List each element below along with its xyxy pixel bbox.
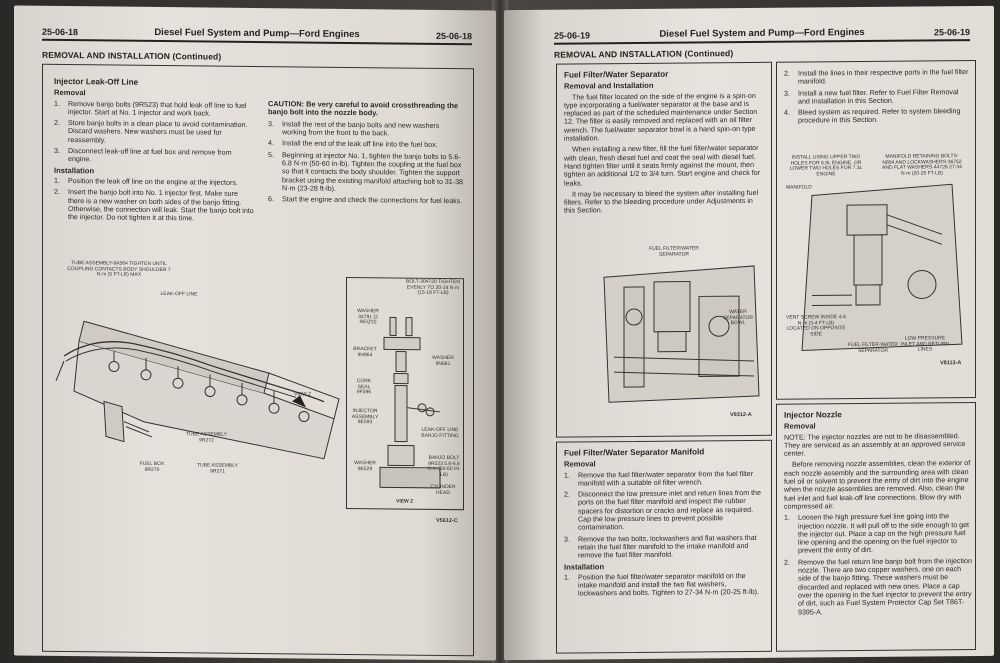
washer-9n661-label: WASHER 9N661 (432, 354, 454, 367)
right-page (504, 6, 994, 660)
tube-9r271-label: TUBE ASSEMBLY 9R271 (196, 462, 239, 475)
list-item: 1. Position the leak off line on the engine at the injectors. (54, 176, 238, 187)
list-item: 1. Position the fuel filter/water separator manifold on the intake manifold and install the two flat washers, lockwashers and bolts. Tighten to 27-34 N·m (20-25 ft-lb). (564, 571, 759, 598)
left-page-header (42, 26, 472, 46)
manifold-label-bolts: MANIFOLD RETAINING BOLTS-N804 AND LOCKWASHERS-36752 AND FLAT WASHERS-44726 27-34 N·m (20-25 FT-LB) (882, 153, 962, 177)
left-section-title: REMOVAL AND INSTALLATION (Continued) (42, 49, 222, 62)
topic-heading: Injector Leak-Off Line (54, 76, 139, 87)
left-column (54, 78, 254, 227)
fuel-filter-illustration (604, 256, 764, 407)
bolt-label: BOLT-304720 TIGHTEN EVENLY TO 20-24 N·m (15-18 FT-LB) (406, 278, 461, 297)
cylinder-head-label: CYLINDER HEAD (430, 483, 456, 496)
list-item: 5. Beginning at injector No. 1, tighten the banjo bolts to 5.6-6.8 N·m (50-60 in-lb). Tighten the coupling at the fuel box so that it contacts the body shoulder. Tighten the support bracket using the existing manifold attaching bolt to 31-38 N·m (23-28 ft-lb). (268, 150, 464, 193)
list-item: 3. Install a new fuel filter. Refer to Fuel Filter Removal and Installation in this Section. (784, 87, 959, 106)
installation-steps-cont (268, 120, 464, 206)
list-item: 2. Disconnect the low pressure inlet and return lines from the ports on the fuel filter manifold and inspect the rubber spacers for distortion or cracks and replace as required. Cap the low pressure lines to prevent possible contamination. (564, 489, 761, 532)
filter-separator-label: FUEL FILTER-WATER SEPARATOR (848, 341, 898, 354)
list-item: 2. Install the lines in their respective ports in the fuel filter manifold. (784, 68, 969, 86)
list-item: 3. Disconnect leak-off line at fuel box and remove from engine. (54, 146, 232, 164)
filter-fig-label-1: FUEL FILTER/WATER SEPARATOR (649, 245, 699, 258)
low-pressure-label: LOW PRESSURE INLET AND RETURN LINES (901, 335, 949, 353)
fuel-box-label: FUEL BOX 9R270 (139, 460, 165, 473)
removal-steps (54, 99, 254, 165)
nozzle-heading: Injector Nozzle (784, 410, 842, 420)
view-z-caption: VIEW Z (396, 498, 414, 505)
leakoff-line-illustration (54, 281, 354, 484)
manifold-install-steps (784, 68, 970, 128)
right-page-title: Diesel Fuel System and Pump—Ford Engines (659, 26, 865, 40)
list-item: 3. Install the rest of the banjo bolts and new washers working from the front to the back. (268, 119, 440, 138)
nozzle-removal-heading: Removal (784, 421, 816, 431)
list-item: 1. Loosen the high pressure fuel line going into the injection nozzle. It will pull off to the side enough to get the injector out. Place a cap on the high pressure fuel line opening and the opening on the fuel injector to prevent the entry of dirt. (784, 512, 970, 556)
left-page-number-left: 25-06-18 (42, 26, 79, 38)
list-item: 4. Bleed system as required. Refer to system bleeding procedure in this Section. (784, 107, 961, 126)
installation-heading: Installation (54, 165, 95, 175)
right-page-header (554, 26, 970, 45)
nozzle-note: NOTE: The injector nozzles are not to be disassembled. They are serviced as an assembly at an approved service center. (784, 431, 966, 458)
list-item: 1. Remove the fuel filter/water separator from the fuel filter manifold with a suitable oil filter wrench. (564, 469, 754, 488)
filter-fig-label-2: WATER SEPARATOR BOWL (722, 309, 753, 327)
caution-note: CAUTION: Be very careful to avoid crossthreading the banjo bolt into the nozzle body. (268, 99, 459, 118)
list-item: 6. Start the engine and check the connections for fuel leaks. (268, 195, 463, 206)
tube-assembly-label: TUBE ASSEMBLY-9A564 TIGHTEN UNTIL COUPLING CONTACTS BODY SHOULDER 7 N·m (5 FT-LB) MAX (67, 260, 171, 278)
fuel-filter-heading: Fuel Filter/Water Separator (564, 69, 669, 80)
leakoff-banjo-label: LEAK-OFF LINE BANJO FITTING (421, 426, 459, 439)
leakoff-line-label: LEAK-OFF LINE (160, 291, 198, 298)
fuel-filter-paragraph-3: It may be necessary to bleed the system after installing fuel filters. Refer to the bleeding procedure under Adjustments in this Section. (564, 188, 759, 216)
removal-heading: Removal (54, 88, 86, 98)
bracket-label: BRACKET 9N964 (353, 346, 377, 358)
manifold-heading: Fuel Filter/Water Separator Manifold (564, 447, 705, 458)
list-item: 2. Insert the banjo bolt into No. 1 injector first. Make sure there is a new washer on both sides of the banjo fitting. Otherwise, the connection will leak. Start the banjo bolt into the injector. Do not tighten it at this time. (54, 188, 254, 223)
vent-screw-label: VENT SCREW INSIDE 4-6 N·m (3-4 FT-LB) LOCATED ON OPPOSITE SIDE (786, 314, 846, 338)
left-page-title: Diesel Fuel System and Pump—Ford Engines (154, 26, 360, 41)
left-figure-id: V5612-C (436, 517, 458, 525)
fuel-filter-paragraph-1: The fuel filter located on the side of the engine is a spin-on type incorporating a fuel/water separator at the base and is replaced as part of the scheduled maintenance under Section 12. The filter is easily removed and replaced with an oil filter wrench. The fuel/water separator bowl is a hand spin-on type installation. (564, 91, 758, 143)
manifold-removal-heading: Removal (564, 459, 596, 469)
list-item: 1. Remove banjo bolts (9R523) that hold leak off line to fuel injector. Start at No. 1 injector and work back. (54, 99, 247, 118)
manifold-label-install: INSTALL USING UPPER TWO HOLES FOR 6.9L ENGINE, OR LOWER TWO HOLES FOR 7.3L ENGINE (789, 154, 863, 178)
manifold-label: MANIFOLD (786, 184, 812, 191)
manifold-figure-id: V8113-A (940, 360, 962, 367)
fuel-filter-subheading: Removal and Installation (564, 81, 654, 91)
view-z-label: VIEW Z (294, 391, 312, 398)
tube-9r272-label: TUBE ASSEMBLY 9R272 (185, 431, 228, 444)
list-item: 4. Install the end of the leak off line into the fuel box. (268, 139, 438, 150)
list-item: 2. Store banjo bolts in a clean place to avoid contamination. Discard washers. New washers must be used for reassembly. (54, 119, 248, 145)
nozzle-paragraph: Before removing nozzle assemblies, clean the exterior of each nozzle assembly and the surrounding area with clean fuel oil or solvent to prevent the entry of dirt into the engine when the nozzle assemblies are removed. Also, clean the fuel inlet and fuel leak-off line connections. Blow dry with compressed air. (784, 459, 971, 511)
right-column (268, 100, 464, 209)
left-page-number-right: 25-06-18 (435, 30, 472, 42)
manifold-installation-heading: Installation (564, 561, 605, 572)
banjo-bolt-label: BANJO BOLT 9R523 5.6-6.8 N·m (50-60 IN-LB) (427, 454, 461, 478)
injector-assembly-label: INJECTOR ASSEMBLY 9E593 (351, 408, 379, 426)
left-page (14, 5, 496, 660)
right-section-title: REMOVAL AND INSTALLATION (Continued) (554, 48, 734, 60)
injector-nozzle-text (784, 410, 972, 619)
right-page-number-left: 25-06-19 (554, 30, 591, 41)
washer-9e529-label: WASHER 9E529 (354, 460, 376, 472)
manifold-removal-text (564, 448, 766, 602)
right-page-number-right: 25-06-19 (933, 27, 970, 38)
list-item: 3. Remove the two bolts, lockwashers and flat washers that retain the fuel filter manifold to the intake manifold and remove the fuel filter manifold. (564, 533, 757, 560)
cork-seal-label: CORK SEAL 9F596 (356, 378, 372, 396)
filter-figure-id: V9312-A (730, 411, 752, 419)
fuel-filter-paragraph-2: When installing a new filter, fill the fuel filter/water separator with clean, fresh diesel fuel and coat the seal with diesel fuel. Hand tighten filter until it seats firmly against the mount, then tighten an additional 1/2 to 3/4 turn. Start engine and check for leaks. (564, 144, 760, 188)
fuel-filter-text (564, 70, 764, 215)
installation-steps (54, 177, 254, 224)
list-item: 2. Remove the fuel return line banjo bolt from the injection nozzle. There are two copper washers, one on each side of the banjo fitting. These washers must be discarded and replaced with new ones. Place a cap over the opening in the fuel injector to prevent the entry of dirt, such as Fuel System Protector Cap Set T86T-9395-A. (784, 556, 972, 617)
washer-34791-label: WASHER 34791 (2 REQ'D) (357, 308, 379, 326)
